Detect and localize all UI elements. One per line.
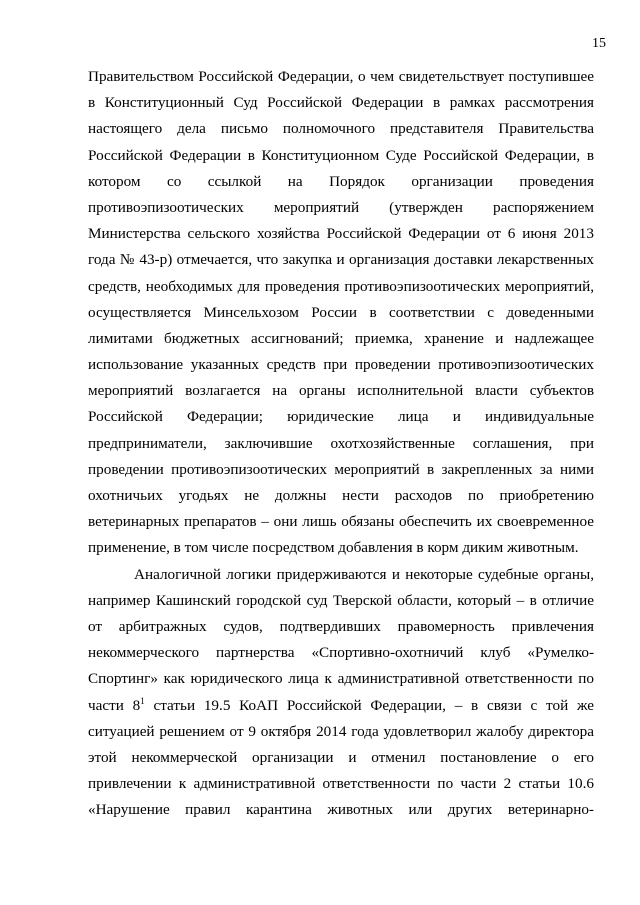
page-number: 15	[592, 36, 606, 51]
text-line: использование указанных средств при проведении противоэпизоотических	[88, 356, 594, 374]
text-line: Спортинг» как юридического лица к административной ответственности по	[88, 670, 594, 688]
text-line: Министерства сельского хозяйства Российской Федерации от 6 июня 2013	[88, 225, 594, 243]
text-line: Аналогичной логики придерживаются и некоторые судебные органы,	[134, 565, 594, 583]
text-line: например Кашинский городской суд Тверской области, который – в отличие	[88, 591, 594, 609]
paragraph-1	[88, 64, 594, 562]
superscript: 1	[140, 695, 145, 706]
text-line: в Конституционный Суд Российской Федерации в рамках рассмотрения	[88, 94, 594, 112]
text-line: привлечении к административной ответственности по части 2 статьи 10.6	[88, 775, 594, 793]
text-line: некоммерческого партнерства «Спортивно-охотничий клуб «Румелко-	[88, 644, 594, 662]
text-line: мероприятий возлагается на органы исполнительной власти субъектов	[88, 382, 594, 400]
text-line: применение, в том числе посредством добавления в корм диким животным.	[88, 539, 579, 557]
page-body	[88, 64, 594, 823]
text-line: от арбитражных судов, подтвердивших правомерность привлечения	[88, 617, 594, 635]
text-line: Российской Федерации в Конституционном Суде Российской Федерации, в	[88, 146, 594, 164]
text-line: настоящего дела письмо полномочного представителя Правительства	[88, 120, 594, 138]
text-line: «Нарушение правил карантина животных или других ветеринарно-	[88, 801, 594, 819]
text-line: этой некоммерческой организации и отменил постановление о его	[88, 748, 594, 766]
text-line: котором со ссылкой на Порядок организации проведения	[88, 172, 594, 190]
text-segment: статьи 19.5 КоАП Российской Федерации, – в связи с той же	[144, 696, 594, 714]
text-line: предприниматели, заключившие охотхозяйственные соглашения, при	[88, 434, 594, 452]
text-line: охотничьих угодьях не должны нести расходов по приобретению	[88, 487, 594, 504]
text-line: ветеринарных препаратов – они лишь обязаны обеспечить их своевременное	[88, 513, 594, 531]
text-line: средств, необходимых для проведения противоэпизоотических мероприятий,	[88, 277, 594, 295]
text-line-with-superscript	[88, 693, 594, 719]
text-line: лимитами бюджетных ассигнований; приемка, хранение и надлежащее	[88, 329, 594, 347]
text-line: Российской Федерации; юридические лица и индивидуальные	[88, 408, 594, 426]
text-line: противоэпизоотических мероприятий (утвержден распоряжением	[88, 198, 594, 216]
text-line: проведении противоэпизоотических мероприятий в закрепленных за ними	[88, 460, 594, 478]
text-line: осуществляется Минсельхозом России в соответствии с доведенными	[88, 303, 594, 321]
text-line: ситуацией решением от 9 октября 2014 года удовлетворил жалобу директора	[88, 722, 594, 740]
text-line: Правительством Российской Федерации, о чем свидетельствует поступившее	[88, 68, 594, 85]
text-line: года № 43-р) отмечается, что закупка и организация доставки лекарственных	[88, 251, 594, 269]
paragraph-2	[88, 562, 594, 824]
text-segment: части 8	[88, 696, 141, 714]
